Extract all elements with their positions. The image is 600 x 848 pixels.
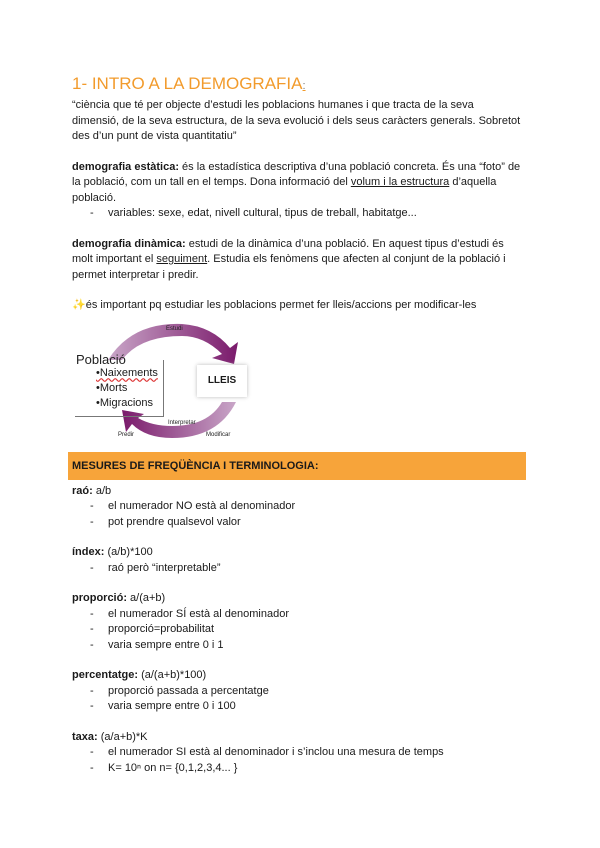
measure-term: proporció: bbox=[72, 592, 127, 604]
measure-formula: (a/b)*100 bbox=[104, 546, 153, 558]
measure-rao bbox=[72, 484, 522, 531]
measure-percentatge bbox=[72, 668, 522, 715]
list-item: - variables: sexe, edat, nivell cultural, tipus de treball, habitatge... bbox=[90, 206, 522, 222]
measure-bullets bbox=[72, 684, 522, 715]
measure-term: raó: bbox=[72, 484, 93, 497]
measure-bullets bbox=[72, 561, 522, 577]
measure-term: percentatge: bbox=[72, 669, 139, 681]
label-estudi: Estudi bbox=[166, 325, 183, 332]
note-text: és important pq estudiar les poblacions permet fer lleis/accions per modificar-les bbox=[85, 299, 477, 311]
population-item: •Migracions bbox=[96, 396, 154, 409]
population-items bbox=[96, 366, 158, 411]
measure-title bbox=[72, 545, 522, 561]
population-item: •Morts bbox=[96, 381, 128, 394]
dynamic-text-1: estudi de la dinàmica d’una població. En aquest tipus d’estudi és molt important el bbox=[72, 237, 504, 265]
definition-quote: “ciència que té per objecte d’estudi les poblacions humanes i que tracta de la seva dimensió, de la seva estructura, de la seva evolució i dels seus caràcters generals. Sobretot des d’un punt de vista quantitatiu” bbox=[72, 99, 521, 142]
list-item: - el numerador SI està al denominador i s’inclou una mesura de temps bbox=[90, 745, 522, 761]
static-text-1: és la estadística descriptiva d’una població concreta. És una “foto” de la població, com un tall en el temps. Dona informació del bbox=[72, 160, 521, 188]
measure-index bbox=[72, 545, 522, 576]
measure-proporcio bbox=[72, 591, 522, 653]
measure-term: taxa: bbox=[72, 730, 98, 743]
list-item: - raó però “interpretable” bbox=[90, 561, 522, 577]
cycle-diagram bbox=[72, 320, 272, 440]
measure-title bbox=[72, 668, 522, 684]
list-item: - varia sempre entre 0 i 100 bbox=[90, 699, 522, 715]
sparkles-icon: ✨ bbox=[72, 299, 86, 311]
measure-formula: (a/(a+b)*100) bbox=[138, 669, 207, 681]
measure-title bbox=[72, 484, 522, 500]
measure-formula: a/(a+b) bbox=[127, 592, 166, 604]
static-text-2: d’aquella població. bbox=[72, 176, 497, 204]
static-demography-paragraph bbox=[72, 160, 522, 207]
list-item: - proporció=probabilitat bbox=[90, 622, 522, 638]
measure-bullets bbox=[72, 607, 522, 654]
measure-title bbox=[72, 730, 522, 746]
list-item: - K= 10ⁿ on n= {0,1,2,3,4... } bbox=[90, 761, 522, 777]
label-predir: Predir bbox=[118, 431, 135, 438]
static-demography-term: demografia estàtica: bbox=[72, 160, 179, 173]
measure-bullets bbox=[72, 745, 522, 776]
label-interpretar: Interpretar bbox=[168, 419, 196, 426]
list-item: - el numerador SÍ està al denominador bbox=[90, 607, 522, 623]
laws-box: LLEIS bbox=[197, 365, 247, 397]
section-header: MESURES DE FREQÜÈNCIA I TERMINOLOGIA: bbox=[68, 452, 526, 480]
dynamic-demography-paragraph bbox=[72, 237, 522, 284]
measure-term: índex: bbox=[72, 546, 105, 558]
dynamic-demography-term: demografia dinàmica: bbox=[72, 237, 186, 250]
measure-taxa bbox=[72, 730, 522, 777]
measure-formula: a/b bbox=[92, 484, 112, 497]
title-text: 1- INTRO A LA DEMOGRAFIA bbox=[72, 74, 303, 93]
population-item: •Naixements bbox=[96, 366, 158, 379]
static-underlined-text: volum i la estructura bbox=[350, 176, 450, 188]
label-modificar: Modificar bbox=[206, 431, 231, 438]
measure-formula: (a/a+b)*K bbox=[97, 730, 148, 743]
list-item: - el numerador NO està al denominador bbox=[90, 499, 522, 515]
dynamic-text-2: . Estudia els fenòmens que afecten al conjunt de la població i permet interpretar i predir. bbox=[72, 253, 506, 281]
note-line bbox=[72, 298, 522, 314]
static-bullet-list bbox=[72, 206, 522, 222]
measure-title bbox=[72, 591, 522, 607]
title-suffix: : bbox=[302, 80, 306, 92]
document-content bbox=[72, 74, 522, 776]
population-title: Població bbox=[76, 351, 126, 367]
measure-bullets bbox=[72, 499, 522, 530]
list-item: - varia sempre entre 0 i 1 bbox=[90, 638, 522, 654]
list-item: - proporció passada a percentatge bbox=[90, 684, 522, 700]
list-item: - pot prendre qualsevol valor bbox=[90, 515, 522, 531]
dynamic-underlined-text: seguiment bbox=[156, 253, 208, 265]
page-title bbox=[72, 74, 522, 96]
